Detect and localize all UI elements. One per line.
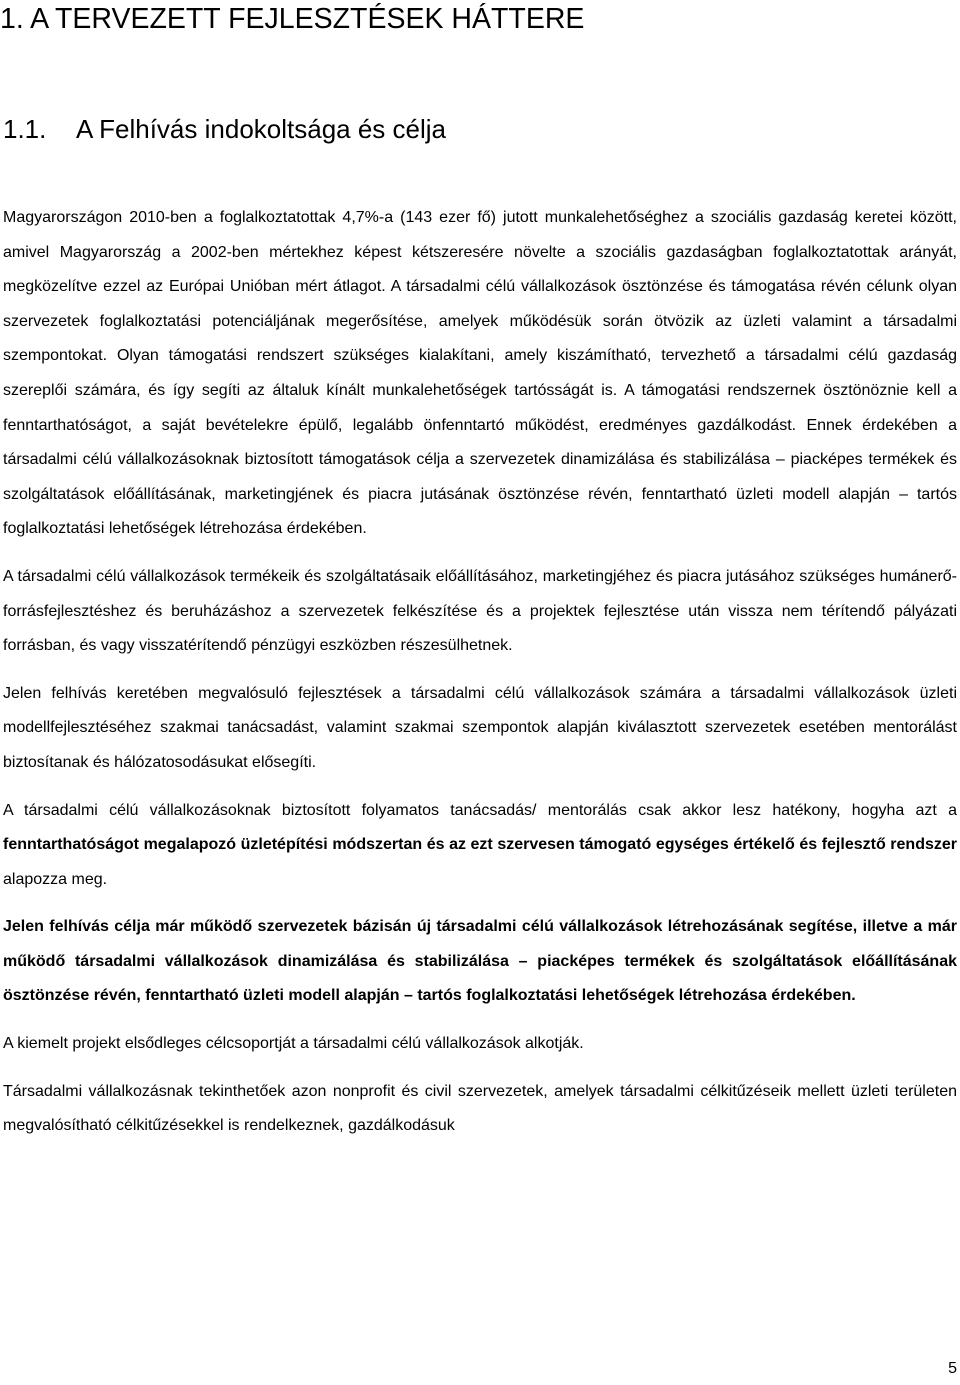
paragraph-1: Magyarországon 2010-ben a foglalkoztatottak 4,7%-a (143 ezer fő) jutott munkalehetőséghez a szociális gazdaság keretei között, amivel Magyarország a 2002-ben mértekhez képest kétszeresére növelte a szociális gazdaságban foglalkoztatottak arányát, megközelítve ezzel az Európai Unióban mért átlagot. A társadalmi célú vállalkozások ösztönzése és támogatása révén célunk olyan szervezetek foglalkoztatási potenciáljának megerősítése, amelyek működésük során ötvözik az üzleti valamint a társadalmi szempontokat. Olyan támogatási rendszert szükséges kialakítani, amely kiszámítható, tervezhető a társadalmi célú gazdaság szereplői számára, és így segíti az általuk kínált munkalehetőségek tartósságát is. A támogatási rendszernek ösztönöznie kell a fenntarthatóságot, a saját bevételekre épülő, legalább önfenntartó működést, eredményes gazdálkodást. Ennek érdekében a társadalmi célú vállalkozásoknak biztosított támogatások célja a szervezetek dinamizálása és stabilizálása – piacképes termékek és szolgáltatások előállításának, marketingjének és piacra jutásának ösztönzése révén, fenntartható üzleti modell alapján – tartós foglalkoztatási lehetőségek létrehozása érdekében. xyxy=(3,209,957,538)
paragraph-2: A társadalmi célú vállalkozások termékeik és szolgáltatásaik előállításához, marketingjéhez és piacra jutásához szükséges humánerő-forrásfejlesztéshez és beruházáshoz a szervezetek felkészítése és a projektek fejlesztése után vissza nem térítendő pályázati forrásban, és vagy visszatérítendő pénzügyi eszközben részesülhetnek. xyxy=(3,567,957,655)
paragraph-6: A kiemelt projekt elsődleges célcsoportját a társadalmi célú vállalkozások alkotják. xyxy=(3,1035,584,1053)
paragraph-5: Jelen felhívás célja már működő szervezetek bázisán új társadalmi célú vállalkozások létrehozásának segítése, illetve a már működő társadalmi vállalkozások dinamizálása és stabilizálása – piacképes termékek és szolgáltatások előállításának ösztönzése révén, fenntartható üzleti modell alapján – tartós foglalkoztatási lehetőségek létrehozása érdekében. xyxy=(3,918,957,1005)
chapter-heading: 1. A TERVEZETT FEJLESZTÉSEK HÁTTERE xyxy=(0,3,585,35)
paragraph-4-emphasis: fenntarthatóságot megalapozó üzletépítési módszertan és az ezt szervesen támogató egységes értékelő és fejlesztő rendszer xyxy=(3,836,957,854)
paragraph-4-end: alapozza meg. xyxy=(3,870,108,888)
paragraph-3: Jelen felhívás keretében megvalósuló fejlesztések a társadalmi célú vállalkozások számára a társadalmi vállalkozások üzleti modellfejlesztéséhez szakmai tanácsadást, valamint szakmai szempontok alapján kiválasztott szervezetek esetében mentorálást biztosítanak és hálózatosodásukat elősegíti. xyxy=(3,684,957,771)
paragraph-4-start: A társadalmi célú vállalkozásoknak biztosított folyamatos tanácsadás/ mentorálás csak akkor lesz hatékony, hogyha azt a xyxy=(3,801,957,819)
section-heading xyxy=(3,112,446,146)
section-number: 1.1. xyxy=(3,114,47,144)
paragraph-4 xyxy=(3,794,957,898)
paragraph-7: Társadalmi vállalkozásnak tekinthetőek azon nonprofit és civil szervezetek, amelyek társadalmi célkitűzéseik mellett üzleti területen megvalósítható célkitűzésekkel is rendelkeznek, gazdálkodásuk xyxy=(3,1082,957,1135)
body-text xyxy=(3,201,957,1157)
section-title: A Felhívás indokoltsága és célja xyxy=(76,114,446,144)
page-number: 5 xyxy=(948,1360,957,1377)
